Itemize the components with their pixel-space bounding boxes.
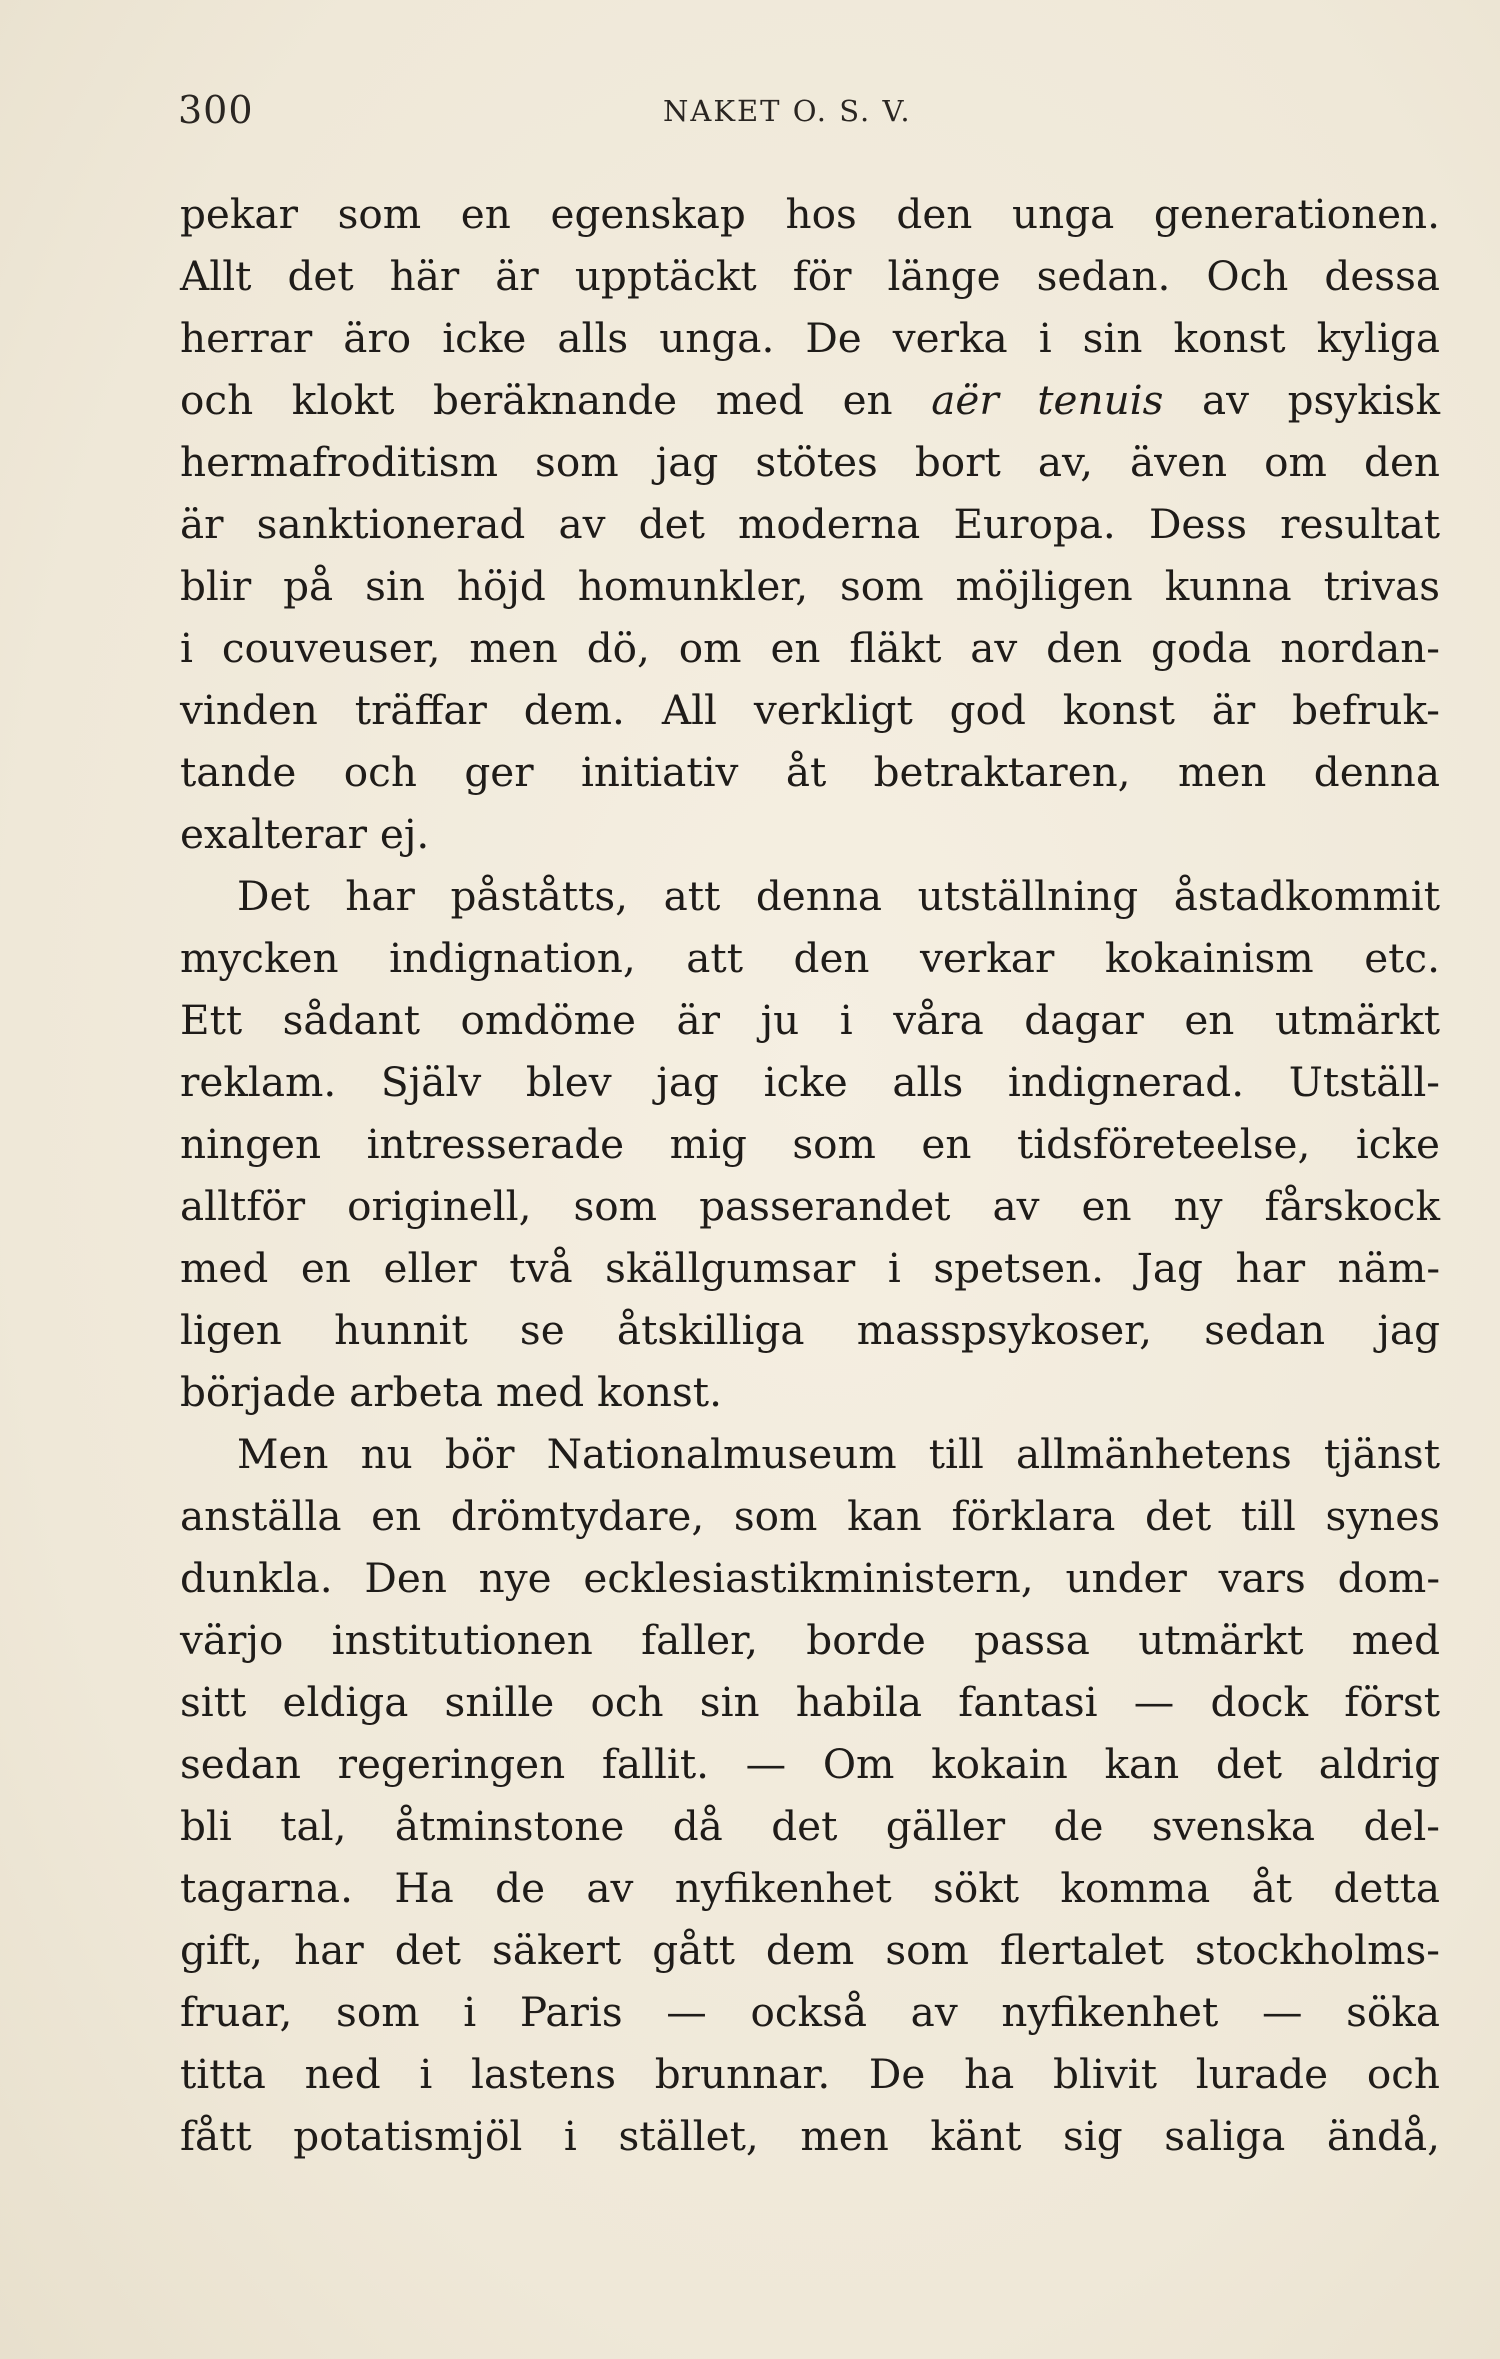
page-number: 300 bbox=[178, 88, 254, 132]
text-line: i couveuser, men dö, om en fläkt av den goda nordan- bbox=[180, 624, 1440, 672]
text-line: bli tal, åtminstone då det gäller de svenska del- bbox=[180, 1802, 1440, 1850]
text-segment: och klokt beräknande med en bbox=[180, 376, 932, 424]
text-line: Det har påståtts, att denna utställning åstadkommit bbox=[237, 872, 1440, 920]
text-line: dunkla. Den nye ecklesiastikministern, under vars dom- bbox=[180, 1554, 1440, 1602]
text-line: sedan regeringen fallit. — Om kokain kan det aldrig bbox=[180, 1740, 1440, 1788]
text-line: anställa en drömtydare, som kan förklara det till synes bbox=[180, 1492, 1440, 1540]
page-header bbox=[178, 88, 1446, 138]
text-line: tande och ger initiativ åt betraktaren, men denna bbox=[180, 748, 1440, 796]
text-line: Men nu bör Nationalmuseum till allmänhetens tjänst bbox=[237, 1430, 1440, 1478]
text-line bbox=[180, 369, 1440, 431]
text-line: blir på sin höjd homunkler, som möjligen kunna trivas bbox=[180, 562, 1440, 610]
text-line: exalterar ej. bbox=[180, 810, 430, 858]
text-line: alltför originell, som passerandet av en ny fårskock bbox=[180, 1182, 1440, 1230]
paragraph-2 bbox=[180, 865, 1440, 1423]
text-line: med en eller två skällgumsar i spetsen. Jag har näm- bbox=[180, 1244, 1440, 1292]
italic-phrase: aër tenuis bbox=[931, 376, 1164, 424]
running-title: NAKET O. S. V. bbox=[663, 94, 912, 128]
text-line: sitt eldiga snille och sin habila fantasi — dock först bbox=[180, 1678, 1440, 1726]
text-line: titta ned i lastens brunnar. De ha blivit lurade och bbox=[180, 2050, 1440, 2098]
text-line: Allt det här är upptäckt för länge sedan. Och dessa bbox=[180, 252, 1440, 300]
text-line: ligen hunnit se åtskilliga masspsykoser, sedan jag bbox=[180, 1306, 1440, 1354]
text-line: fruar, som i Paris — också av nyfikenhet — söka bbox=[180, 1988, 1440, 2036]
text-line: Ett sådant omdöme är ju i våra dagar en utmärkt bbox=[180, 996, 1440, 1044]
text-line: vinden träffar dem. All verkligt god konst är befruk- bbox=[180, 686, 1440, 734]
paragraph-1 bbox=[180, 183, 1440, 865]
text-segment: av psykisk bbox=[1163, 376, 1441, 424]
paragraph-3 bbox=[180, 1423, 1440, 2167]
body-text bbox=[180, 183, 1440, 2167]
text-line: reklam. Själv blev jag icke alls indignerad. Utställ- bbox=[180, 1058, 1440, 1106]
text-line: fått potatismjöl i stället, men känt sig saliga ändå, bbox=[180, 2112, 1440, 2160]
text-line: mycken indignation, att den verkar kokainism etc. bbox=[180, 934, 1440, 982]
text-line: herrar äro icke alls unga. De verka i sin konst kyliga bbox=[180, 314, 1440, 362]
text-line: värjo institutionen faller, borde passa utmärkt med bbox=[180, 1616, 1440, 1664]
text-line: är sanktionerad av det moderna Europa. Dess resultat bbox=[180, 500, 1440, 548]
text-line: gift, har det säkert gått dem som flertalet stockholms- bbox=[180, 1926, 1440, 1974]
text-line: började arbeta med konst. bbox=[180, 1368, 722, 1416]
text-line: tagarna. Ha de av nyfikenhet sökt komma åt detta bbox=[180, 1864, 1440, 1912]
text-line: pekar som en egenskap hos den unga generationen. bbox=[180, 190, 1440, 238]
text-line: hermafroditism som jag stötes bort av, även om den bbox=[180, 438, 1440, 486]
text-line: ningen intresserade mig som en tidsföreteelse, icke bbox=[180, 1120, 1440, 1168]
